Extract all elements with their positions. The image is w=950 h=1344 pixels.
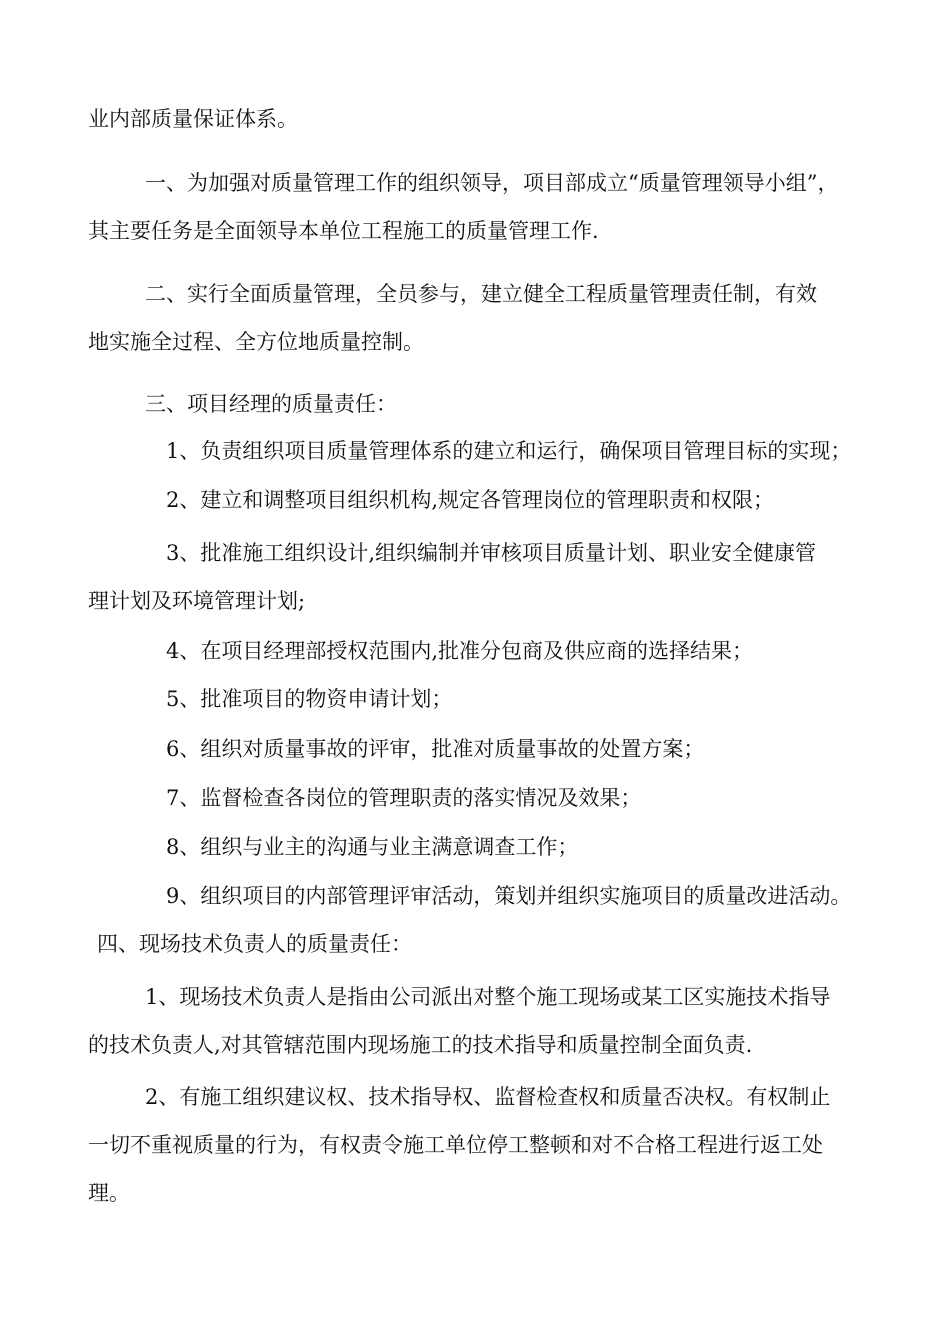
list-item-continuation: 理计划及环境管理计划; — [88, 589, 306, 613]
list-item: 3、批准施工组织设计,组织编制并审核项目质量计划、职业安全健康管 — [166, 541, 817, 565]
list-item: 4、在项目经理部授权范围内,批准分包商及供应商的选择结果； — [166, 639, 754, 663]
section-heading: 四、现场技术负责人的质量责任： — [97, 932, 412, 956]
list-item-continuation: 理。 — [88, 1181, 130, 1205]
list-item: 5、批准项目的物资申请计划； — [166, 687, 453, 711]
list-item: 1、现场技术负责人是指由公司派出对整个施工现场或某工区实施技术指导 — [145, 985, 831, 1009]
paragraph-line: 一、为加强对质量管理工作的组织领导，项目部成立“质量管理领导小组”， — [145, 171, 839, 195]
list-item: 6、组织对质量事故的评审，批准对质量事故的处置方案； — [166, 737, 705, 761]
list-item: 2、建立和调整项目组织机构,规定各管理岗位的管理职责和权限； — [166, 488, 775, 512]
paragraph-line: 二、实行全面质量管理，全员参与，建立健全工程质量管理责任制，有效 — [145, 282, 817, 306]
list-item-continuation: 的技术负责人,对其管辖范围内现场施工的技术指导和质量控制全面负责. — [88, 1033, 753, 1057]
list-item-continuation: 一切不重视质量的行为，有权责令施工单位停工整顿和对不合格工程进行返工处 — [88, 1133, 823, 1157]
paragraph-line: 地实施全过程、全方位地质量控制。 — [88, 330, 424, 354]
paragraph-line: 业内部质量保证体系。 — [88, 107, 298, 131]
list-item: 2、有施工组织建议权、技术指导权、监督检查权和质量否决权。有权制止 — [145, 1085, 831, 1109]
section-heading: 三、项目经理的质量责任： — [145, 392, 397, 416]
list-item: 8、组织与业主的沟通与业主满意调查工作； — [166, 835, 579, 859]
paragraph-line: 其主要任务是全面领导本单位工程施工的质量管理工作. — [88, 219, 599, 243]
list-item: 7、监督检查各岗位的管理职责的落实情况及效果； — [166, 786, 642, 810]
list-item: 1、负责组织项目质量管理体系的建立和运行，确保项目管理目标的实现； — [166, 439, 852, 463]
list-item: 9、组织项目的内部管理评审活动，策划并组织实施项目的质量改进活动。 — [166, 884, 852, 908]
